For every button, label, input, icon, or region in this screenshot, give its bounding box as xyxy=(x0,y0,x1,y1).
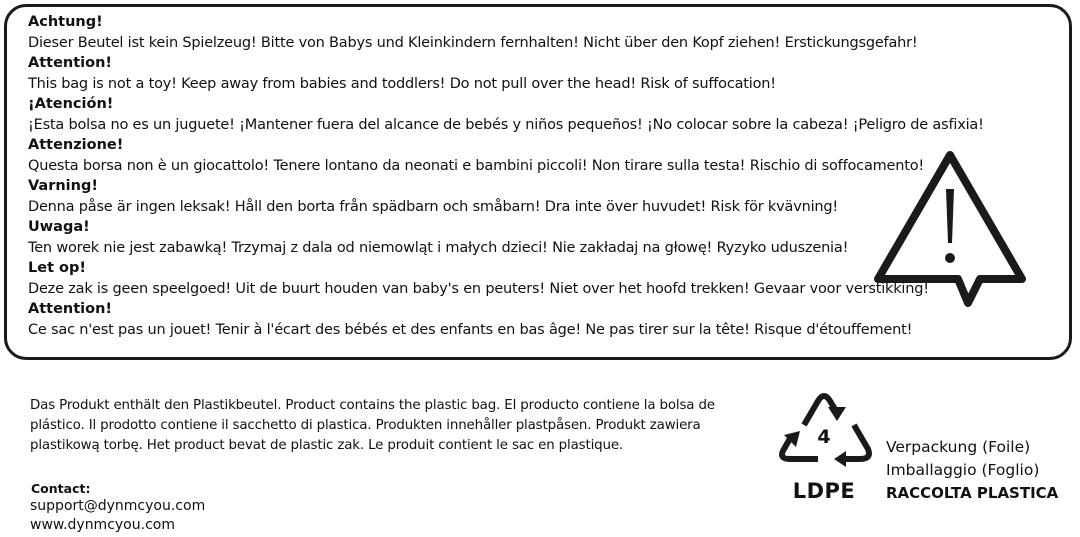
contact-website[interactable]: www.dynmcyou.com xyxy=(30,517,175,533)
product-info-line: plastikową torbę. Het product bevat de plastic zak. Le produit contient le sac en plastique. xyxy=(30,438,624,453)
contact-email[interactable]: support@dynmcyou.com xyxy=(30,498,206,514)
packaging-line-it: Imballaggio (Foglio) xyxy=(886,461,1040,479)
warning-text-es: ¡Esta bolsa no es un juguete! ¡Mantener fuera del alcance de bebés y niños pequeños! ¡No colocar sobre la cabeza! ¡Peligro de asfixia! xyxy=(28,116,984,133)
packaging-line-de: Verpackung (Foile) xyxy=(886,438,1031,456)
warning-triangle-icon xyxy=(872,147,1028,311)
warning-text-nl: Deze zak is geen speelgoed! Uit de buurt houden van baby's en peuters! Niet over het hoofd trekken! Gevaar voor verstikking! xyxy=(28,280,929,297)
warning-text-de: Dieser Beutel ist kein Spielzeug! Bitte von Babys und Kleinkindern fernhalten! Nicht über den Kopf ziehen! Erstickungsgefahr! xyxy=(28,34,918,51)
product-info xyxy=(30,396,735,456)
warning-text-pl: Ten worek nie jest zabawką! Trzymaj z dala od niemowląt i małych dzieci! Nie zakładaj na głowę! Ryzyko uduszenia! xyxy=(28,239,849,256)
warning-title-nl: Let op! xyxy=(28,260,87,276)
warnings-list xyxy=(28,12,984,340)
recycle-code: LDPE xyxy=(792,479,856,503)
warning-title-es: ¡Atención! xyxy=(28,96,114,112)
warning-text-it: Questa borsa non è un giocattolo! Tenere lontano da neonati e bambini piccoli! Non tirare sulla testa! Rischio di soffocamento! xyxy=(28,157,925,174)
contact-label: Contact: xyxy=(31,481,91,496)
warning-title-en: Attention! xyxy=(28,55,113,71)
packaging-line-collection: RACCOLTA PLASTICA xyxy=(886,484,1059,502)
product-info-line: Das Produkt enthält den Plastikbeutel. Product contains the plastic bag. El producto contiene la bolsa de xyxy=(30,398,715,413)
product-info-line: plástico. Il prodotto contiene il sacchetto di plastica. Produkten innehåller plastpåsen. Produkt zawiera xyxy=(30,418,701,433)
warning-title-sv: Varning! xyxy=(28,178,98,194)
warning-title-pl: Uwaga! xyxy=(28,219,90,235)
warning-title-fr: Attention! xyxy=(28,301,113,317)
warning-text-sv: Denna påse är ingen leksak! Håll den borta från spädbarn och småbarn! Dra inte över huvudet! Risk för kvävning! xyxy=(28,198,839,215)
warning-title-de: Achtung! xyxy=(28,14,103,30)
warning-title-it: Attenzione! xyxy=(28,137,124,153)
warning-text-en: This bag is not a toy! Keep away from babies and toddlers! Do not pull over the head! Risk of suffocation! xyxy=(28,75,776,92)
warning-text-fr: Ce sac n'est pas un jouet! Tenir à l'écart des bébés et des enfants en bas âge! Ne pas tirer sur la tête! Risque d'étouffement! xyxy=(28,321,913,338)
recycle-number: 4 xyxy=(817,426,831,448)
